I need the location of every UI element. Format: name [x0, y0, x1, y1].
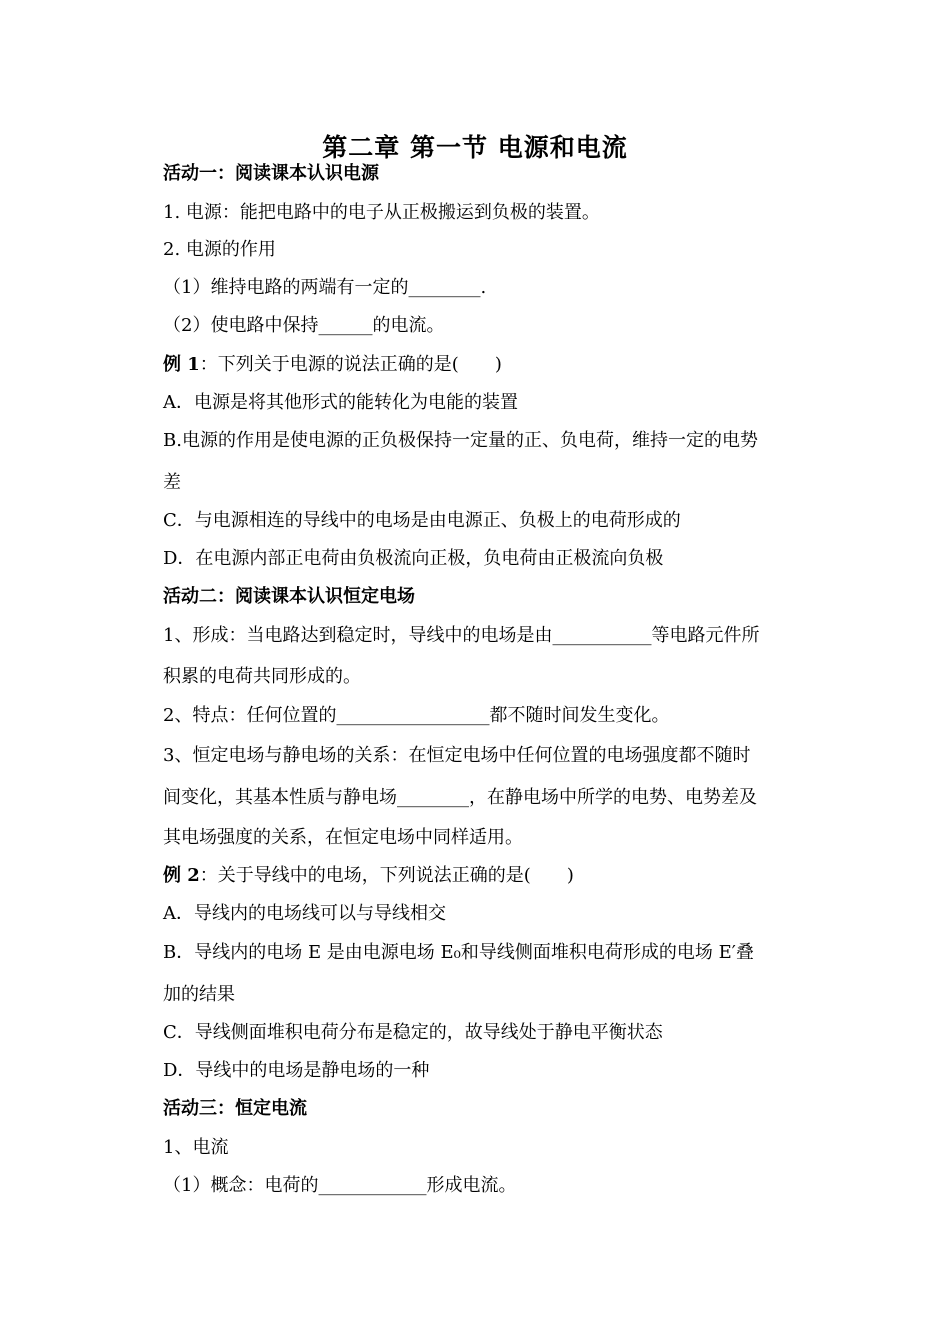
- example2-option-a: A．导线内的电场线可以与导线相交: [163, 903, 446, 924]
- section2-heading: 活动二：阅读课本认识恒定电场: [163, 586, 415, 607]
- example1-label: 例 1: [163, 354, 200, 375]
- section2-item3-line3: 其电场强度的关系，在恒定电场中同样适用。: [163, 827, 523, 848]
- section2-item1-line1: 1、形成：当电路达到稳定时，导线中的电场是由___________等电路元件所: [163, 625, 760, 646]
- section1-heading: 活动一：阅读课本认识电源: [163, 163, 379, 184]
- example2-option-c: C．导线侧面堆积电荷分布是稳定的，故导线处于静电平衡状态: [163, 1022, 663, 1043]
- example2-option-b-line1: B．导线内的电场 E 是由电源电场 E₀和导线侧面堆积电荷形成的电场 E′叠: [163, 942, 754, 963]
- section3-heading: 活动三：恒定电流: [163, 1098, 307, 1119]
- section1-item2: 2. 电源的作用: [163, 239, 276, 260]
- example2: [163, 864, 803, 888]
- section1-sub2: （2）使电路中保持______的电流。: [163, 315, 445, 336]
- section2-item2: 2、特点：任何位置的_________________都不随时间发生变化。: [163, 705, 670, 726]
- example2-label: 例 2: [163, 865, 200, 886]
- section2-item1-line2: 积累的电荷共同形成的。: [163, 666, 361, 687]
- example1: [163, 353, 803, 377]
- example2-option-d: D．导线中的电场是静电场的一种: [163, 1060, 430, 1081]
- example1-option-b-line2: 差: [163, 472, 181, 493]
- example2-option-b-line2: 加的结果: [163, 984, 235, 1005]
- example1-option-b-line1: B.电源的作用是使电源的正负极保持一定量的正、负电荷，维持一定的电势: [163, 430, 758, 451]
- page-title: 第二章 第一节 电源和电流: [322, 133, 628, 162]
- example1-option-c: C．与电源相连的导线中的电场是由电源正、负极上的电荷形成的: [163, 510, 681, 531]
- section3-item1: 1、电流: [163, 1137, 229, 1158]
- section1-sub1: （1）维持电路的两端有一定的________.: [163, 277, 487, 298]
- example1-option-a: A．电源是将其他形式的能转化为电能的装置: [163, 392, 518, 413]
- example1-question: ：下列关于电源的说法正确的是( ): [199, 354, 502, 375]
- section3-sub1: （1）概念：电荷的____________形成电流。: [163, 1175, 517, 1196]
- section2-item3-line1: 3、恒定电场与静电场的关系：在恒定电场中任何位置的电场强度都不随时: [163, 745, 751, 766]
- example1-option-d: D．在电源内部正电荷由负极流向正极，负电荷由正极流向负极: [163, 548, 664, 569]
- section1-item1: 1. 电源：能把电路中的电子从正极搬运到负极的装置。: [163, 202, 600, 223]
- example2-question: ：关于导线中的电场，下列说法正确的是( ): [199, 865, 574, 886]
- section2-item3-line2: 间变化，其基本性质与静电场________，在静电场中所学的电势、电势差及: [163, 787, 757, 808]
